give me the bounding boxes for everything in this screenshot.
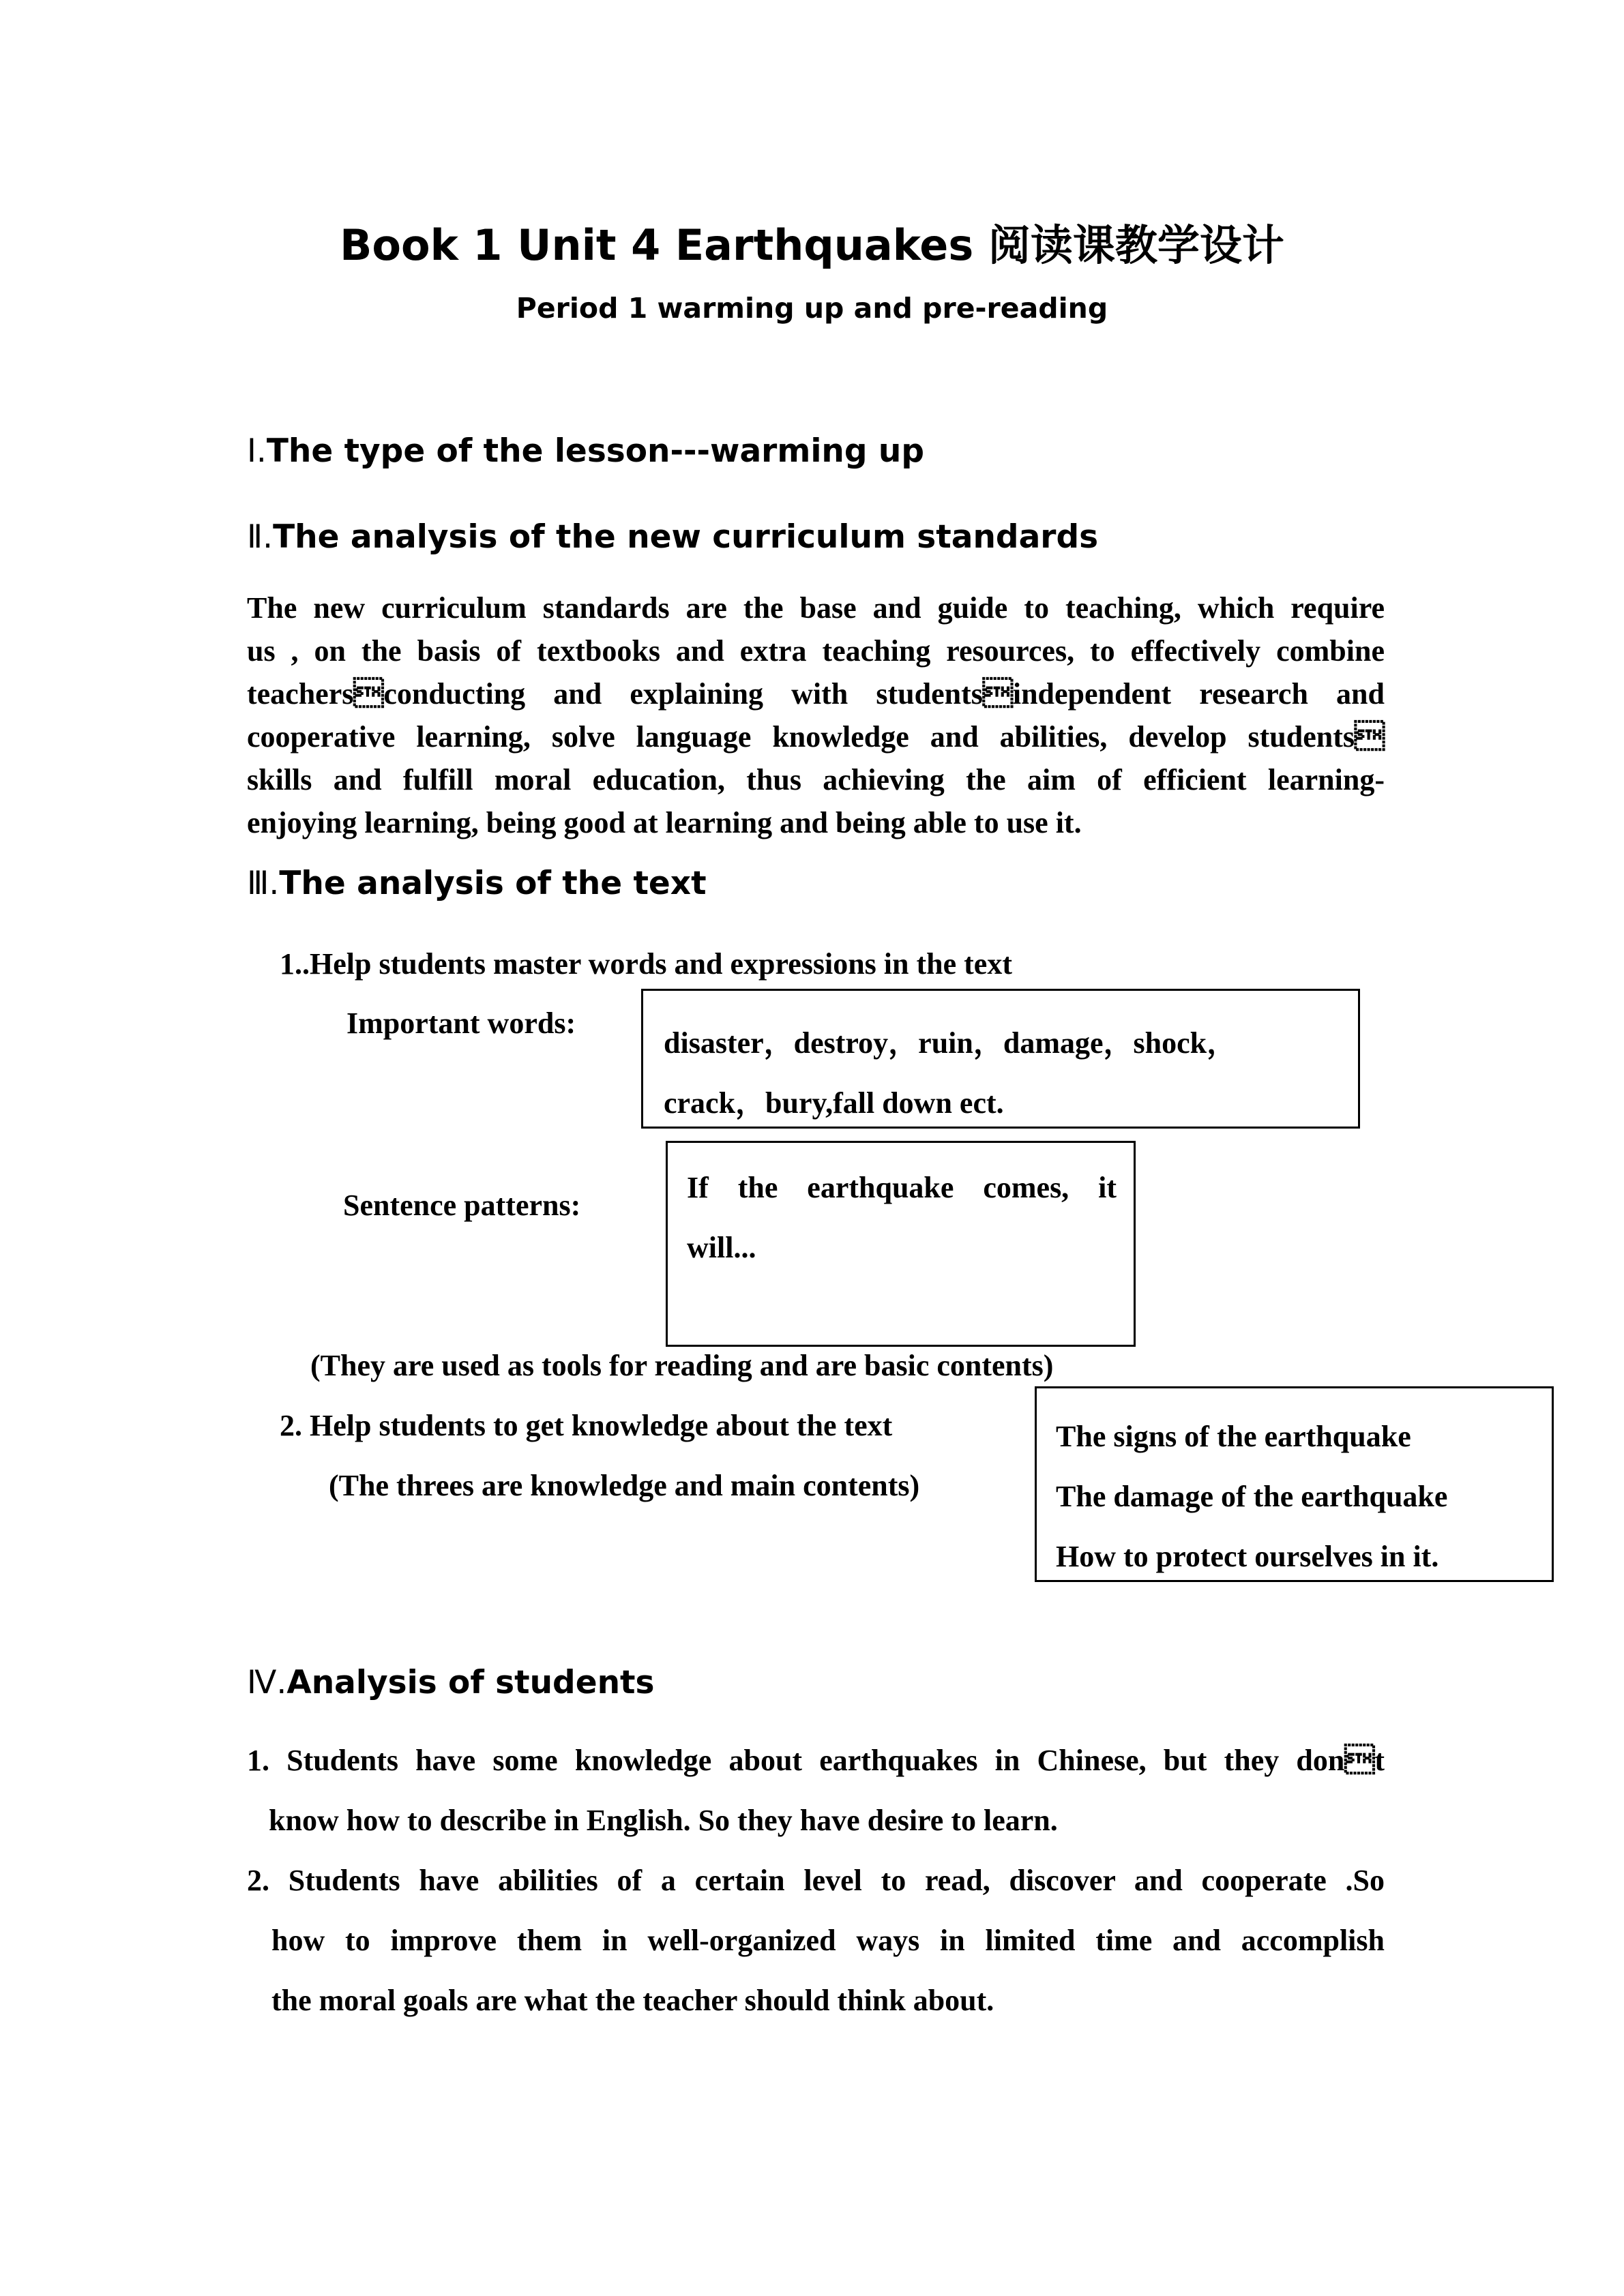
section-3-title: The analysis of the text — [279, 865, 707, 902]
important-words-line: disaster，destroy，ruin，damage，shock， — [664, 1026, 1237, 1060]
important-words-line: crack，bury,fall down ect. — [664, 1086, 1004, 1120]
knowledge-box — [1035, 1386, 1554, 1582]
sentence-patterns-line: If the earthquake comes, it — [687, 1171, 1117, 1204]
section-1-numeral: Ⅰ. — [247, 432, 267, 470]
students-point-line: 2. Students have abilities of a certain level to read, discover and cooperate .So — [247, 1864, 1385, 1897]
paragraph-line: cooperative learning, solve language knowledge and abilities, develop students — [247, 720, 1385, 754]
knowledge-line: The damage of the earthquake — [1056, 1480, 1448, 1513]
paragraph-line: teachersconducting and explaining with studentsindependent research and — [247, 677, 1385, 711]
section-1-heading — [247, 432, 924, 470]
knowledge-line: How to protect ourselves in it. — [1056, 1540, 1439, 1573]
sentence-patterns-label: Sentence patterns: — [343, 1189, 581, 1222]
paragraph-line: The new curriculum standards are the base and guide to teaching, which require — [247, 591, 1385, 625]
important-words-label: Important words: — [346, 1007, 576, 1040]
important-words-box — [641, 989, 1360, 1129]
item-2-note: (The threes are knowledge and main contents) — [329, 1469, 920, 1502]
students-point-1 — [247, 1743, 1385, 1778]
section-3-numeral: Ⅲ. — [247, 865, 280, 902]
paragraph-line: skills and fulfill moral education, thus achieving the aim of efficient learning- — [247, 763, 1385, 796]
students-point-2-cont — [271, 1923, 1385, 1958]
sentence-patterns-line: will... — [687, 1231, 756, 1264]
students-point-line: the moral goals are what the teacher should think about. — [271, 1984, 994, 2017]
section-2-numeral: Ⅱ. — [247, 518, 274, 556]
section-4-heading — [247, 1664, 654, 1701]
section-2-heading — [247, 518, 1098, 556]
students-point-line: know how to describe in English. So they have desire to learn. — [269, 1804, 1058, 1837]
text-analysis-item-2: 2. Help students to get knowledge about the text — [280, 1409, 893, 1442]
section-1-title: The type of the lesson---warming up — [266, 432, 925, 470]
paragraph-line: us , on the basis of textbooks and extra teaching resources, to effectively combine — [247, 634, 1385, 668]
students-point-line: how to improve them in well-organized ways in limited time and accomplish — [271, 1924, 1385, 1957]
students-point-line: 1. Students have some knowledge about earthquakes in Chinese, but they dont — [247, 1744, 1385, 1777]
curriculum-paragraph — [247, 586, 1385, 844]
section-3-heading — [247, 865, 707, 902]
paragraph-line: enjoying learning, being good at learning and being able to use it. — [247, 806, 1082, 839]
text-analysis-item-1: 1..Help students master words and expressions in the text — [280, 947, 1012, 981]
knowledge-line: The signs of the earthquake — [1056, 1420, 1411, 1453]
page-title: Book 1 Unit 4 Earthquakes 阅读课教学设计 — [340, 220, 1284, 270]
students-point-2 — [247, 1863, 1385, 1898]
section-4-title: Analysis of students — [286, 1664, 655, 1701]
tools-note: (They are used as tools for reading and are basic contents) — [310, 1349, 1054, 1382]
section-4-numeral: Ⅳ. — [247, 1664, 287, 1701]
sentence-patterns-box — [666, 1141, 1136, 1347]
page-subtitle: Period 1 warming up and pre-reading — [516, 292, 1108, 325]
section-2-title: The analysis of the new curriculum standards — [273, 518, 1099, 556]
